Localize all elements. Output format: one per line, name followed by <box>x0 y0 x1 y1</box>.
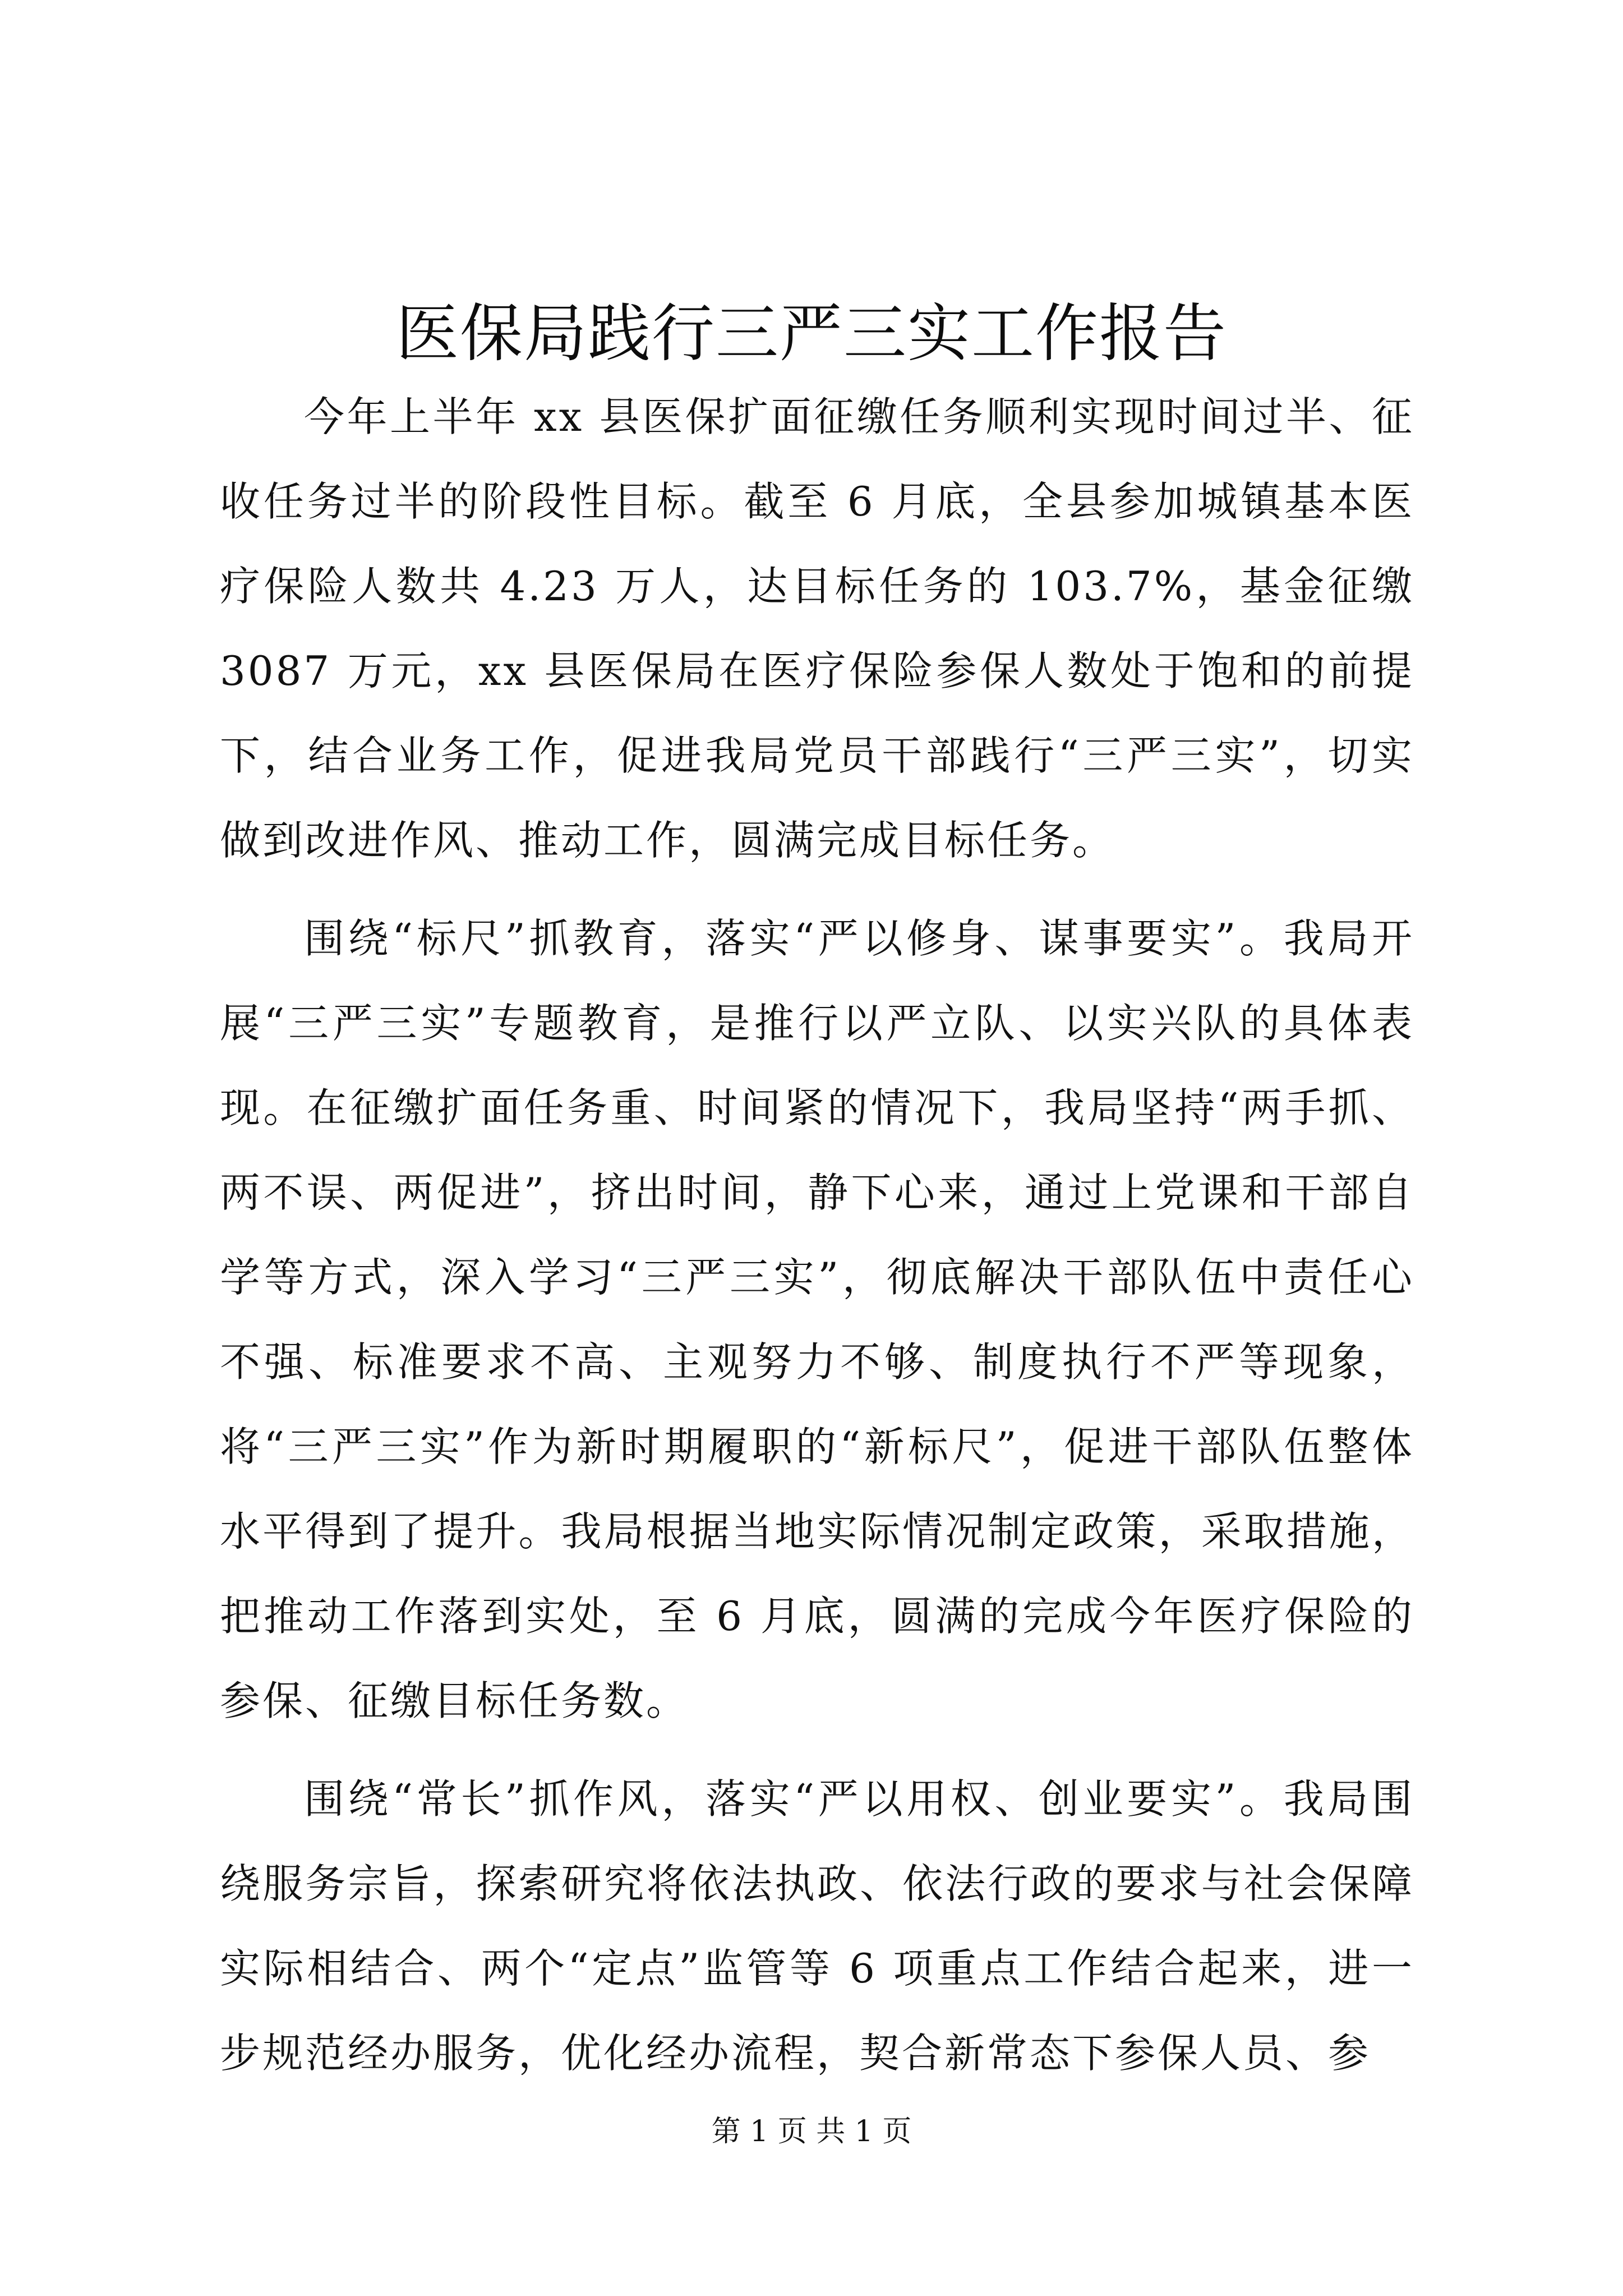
paragraph-3: 围绕“常长”抓作风，落实“严以用权、创业要实”。我局围绕服务宗旨，探索研究将依法执政、依法行政的要求与社会保障实际相结合、两个“定点”监管等 6 项重点工作结合起来，进一步规范经办服务，优化经办流程，契合新常态下参保人员、参 <box>220 1775 1414 2077</box>
paragraph-2: 围绕“标尺”抓教育，落实“严以修身、谋事要实”。我局开展“三严三实”专题教育，是推行以严立队、以实兴队的具体表现。在征缴扩面任务重、时间紧的情况下，我局坚持“两手抓、两不误、两促进”，挤出时间，静下心来，通过上党课和干部自学等方式，深入学习“三严三实”，彻底解决干部队伍中责任心不强、标准要求不高、主观努力不够、制度执行不严等现象，将“三严三实”作为新时期履职的“新标尺”，促进干部队伍整体水平得到了提升。我局根据当地实际情况制定政策，采取措施，把推动工作落到实处，至 6 月底，圆满的完成今年医疗保险的参保、征缴目标任务数。 <box>220 915 1414 1724</box>
document-title: 医保局践行三严三实工作报告 <box>396 297 1227 370</box>
paragraph-1: 今年上半年 xx 县医保扩面征缴任务顺利实现时间过半、征收任务过半的阶段性目标。截至 6 月底，全县参加城镇基本医疗保险人数共 4.23 万人，达目标任务的 103.7%，基金征缴 3087 万元，xx 县医保局在医疗保险参保人数处于饱和的前提下，结合业务工作，促进我局党员干部践行“三严三实”，切实做到改进作风、推动工作，圆满完成目标任务。 <box>220 393 1414 864</box>
document-body <box>220 375 1414 2109</box>
page-footer: 第 1 页 共 1 页 <box>711 2115 912 2148</box>
